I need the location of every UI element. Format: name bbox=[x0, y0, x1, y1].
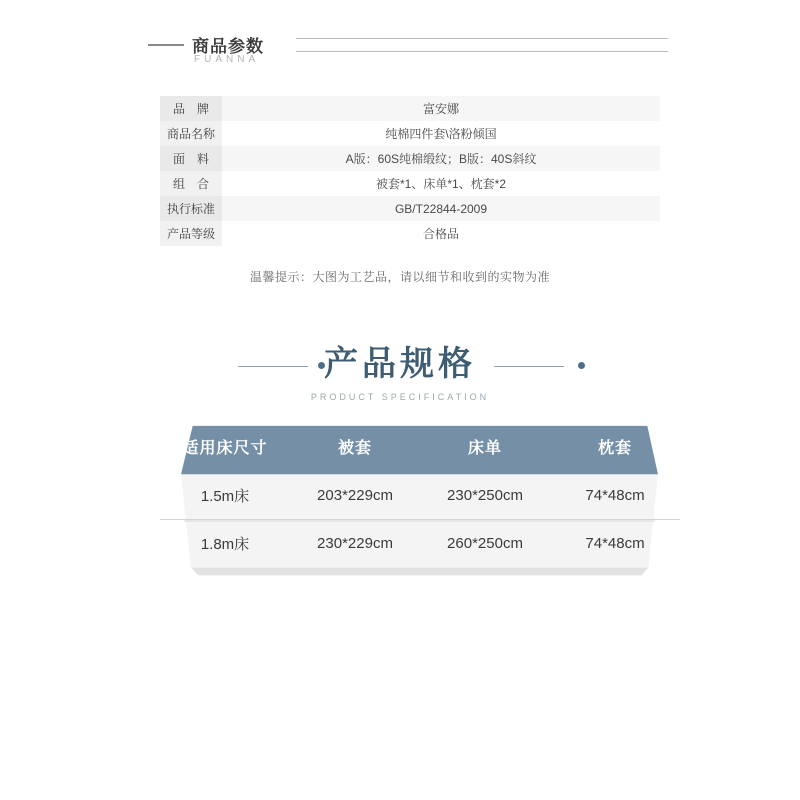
spec-cell: 74*48cm bbox=[550, 472, 680, 520]
param-value: 被套*1、床单*1、枕套*2 bbox=[222, 171, 660, 196]
table-row bbox=[160, 520, 680, 568]
param-value: 合格品 bbox=[222, 221, 660, 246]
product-params-subtitle: FUANNA bbox=[194, 54, 260, 65]
table-header-row bbox=[160, 420, 680, 472]
warm-tip-text: 温馨提示：大图为工艺品，请以细节和收到的实物为准 bbox=[249, 270, 550, 284]
param-value: GB/T22844-2009 bbox=[222, 196, 660, 221]
product-spec-banner bbox=[160, 420, 680, 590]
product-params-table bbox=[160, 96, 660, 246]
table-row bbox=[160, 221, 660, 246]
spec-cell: 74*48cm bbox=[585, 535, 645, 552]
spec-column-header: 被套 bbox=[337, 439, 372, 457]
product-spec-header bbox=[0, 336, 800, 416]
product-params-header bbox=[148, 28, 668, 74]
param-label: 执行标准 bbox=[160, 196, 222, 221]
param-value: 纯棉四件套\洛粉倾国 bbox=[222, 121, 660, 146]
spec-cell: 230*229cm bbox=[317, 535, 393, 552]
spec-cell: 230*250cm bbox=[420, 472, 550, 520]
spec-cell: 260*250cm bbox=[447, 535, 523, 552]
product-spec-table bbox=[160, 420, 680, 567]
param-label: 面 料 bbox=[160, 146, 222, 171]
table-row bbox=[160, 472, 680, 520]
param-value: 富安娜 bbox=[222, 96, 660, 121]
spec-cell: 1.8m床 bbox=[200, 536, 250, 553]
spec-column-header: 枕套 bbox=[597, 439, 632, 457]
spec-rule-right bbox=[494, 366, 564, 367]
product-spec-title: 产品规格 bbox=[324, 346, 476, 383]
table-row bbox=[160, 96, 660, 121]
param-label: 产品等级 bbox=[160, 221, 222, 246]
spec-column-header: 床单 bbox=[467, 439, 502, 457]
spec-cell: 203*229cm bbox=[290, 472, 420, 520]
param-value: A版：60S纯棉缎纹；B版：40S斜纹 bbox=[222, 146, 660, 171]
product-params-title: 商品参数 bbox=[192, 37, 264, 56]
header-rule-right bbox=[296, 38, 668, 52]
header-rule-left bbox=[148, 44, 184, 46]
table-row bbox=[160, 146, 660, 171]
param-label: 组 合 bbox=[160, 171, 222, 196]
table-row bbox=[160, 121, 660, 146]
spec-column-header: 适用床尺寸 bbox=[182, 439, 268, 457]
spec-dot-right-icon bbox=[578, 362, 585, 369]
product-spec-subtitle: PRODUCT SPECIFICATION bbox=[310, 392, 490, 402]
table-row bbox=[160, 171, 660, 196]
param-label: 品 牌 bbox=[160, 96, 222, 121]
table-row bbox=[160, 196, 660, 221]
spec-cell: 1.5m床 bbox=[160, 472, 290, 520]
param-label: 商品名称 bbox=[160, 121, 222, 146]
